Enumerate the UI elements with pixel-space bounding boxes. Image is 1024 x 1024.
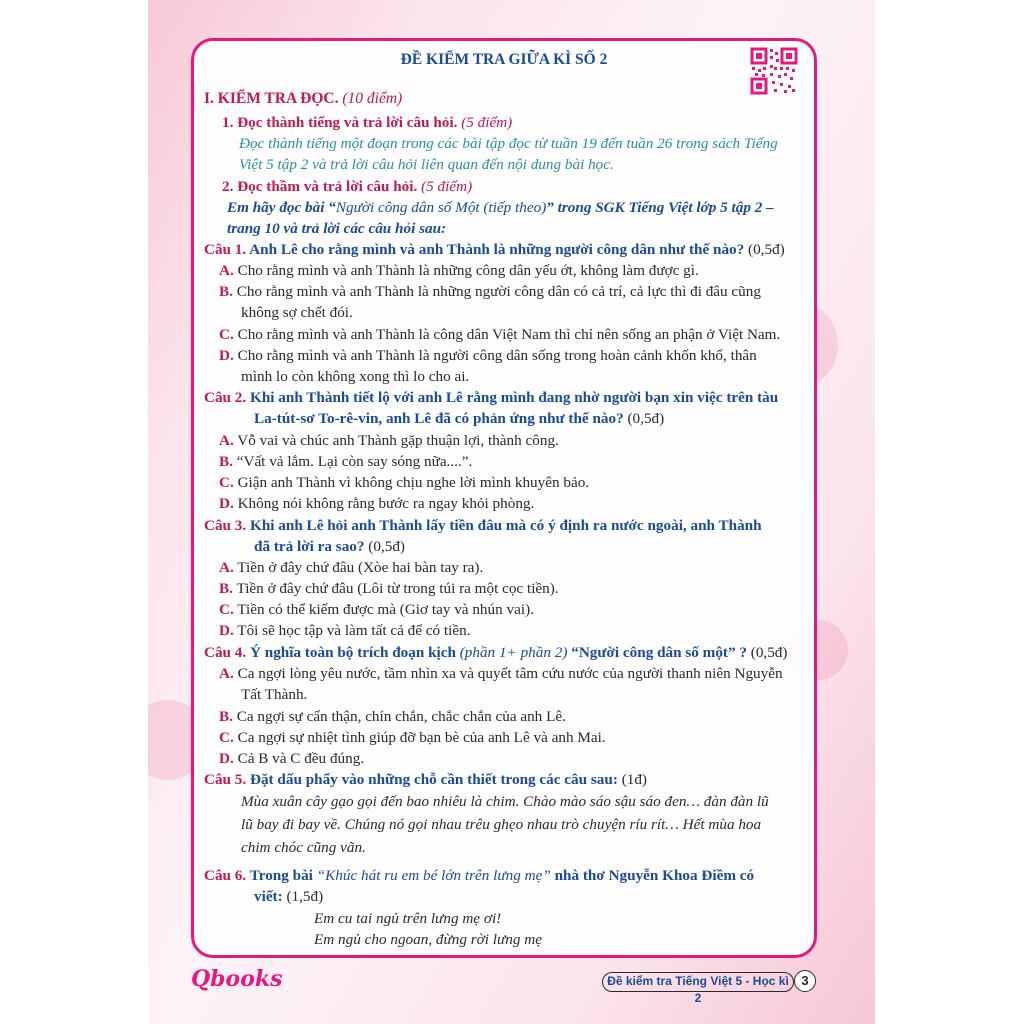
page-number: 3	[794, 970, 816, 992]
footer-book-title: Đề kiểm tra Tiếng Việt 5 - Học kì 2	[602, 972, 794, 992]
qr-code-icon	[750, 47, 798, 95]
option-4a-cont: Tất Thành.	[241, 686, 308, 703]
option-1b[interactable]: B. Cho rằng mình và anh Thành là những người công dân có cả trí, cả lực thì đi đâu cũng	[219, 283, 761, 300]
option-2c[interactable]: C. Giận anh Thành vì không chịu nghe lời mình khuyên bảo.	[219, 474, 590, 491]
question-6: Câu 6. Trong bài “Khúc hát ru em bé lớn trên lưng mẹ” nhà thơ Nguyễn Khoa Điềm có	[204, 867, 755, 884]
option-4a[interactable]: A. Ca ngợi lòng yêu nước, tầm nhìn xa và quyết tâm cứu nước của người thanh niên Nguyễn	[219, 665, 783, 682]
option-3c[interactable]: C. Tiền có thể kiếm được mà (Giơ tay và nhún vai).	[219, 601, 534, 618]
option-4b[interactable]: B. Ca ngợi sự cẩn thận, chín chắn, chắc chắn của anh Lê.	[219, 708, 566, 725]
question-3-cont: đã trả lời ra sao? (0,5đ)	[254, 538, 405, 555]
option-3b[interactable]: B. Tiền ở đây chứ đâu (Lôi từ trong túi ra một cọc tiền).	[219, 580, 559, 597]
option-2d[interactable]: D. Không nói không rằng bước ra ngay khỏi phòng.	[219, 495, 535, 512]
question-3: Câu 3. Khi anh Lê hỏi anh Thành lấy tiền đâu mà có ý định ra nước ngoài, anh Thành	[204, 517, 762, 534]
question-6-cont: viết: (1,5đ)	[254, 888, 324, 905]
part2-intro: Em hãy đọc bài “Người công dân số Một (tiếp theo)” trong SGK Tiếng Việt lớp 5 tập 2 –	[227, 199, 774, 216]
option-1d[interactable]: D. Cho rằng mình và anh Thành là người công dân sống trong hoàn cảnh khốn khổ, thân	[219, 347, 757, 364]
passage-line: lũ bay đi bay về. Chúng nó gọi nhau trêu ghẹo nhau trò chuyện ríu rít… Hết mùa hoa	[241, 816, 762, 833]
option-1b-cont: không sợ chết đói.	[241, 304, 353, 321]
option-3d[interactable]: D. Tôi sẽ học tập và làm tất cả để có tiền.	[219, 622, 471, 639]
option-1d-cont: mình lo còn không xong thì lo cho ai.	[241, 368, 470, 385]
part2-intro-line2: trang 10 và trả lời các câu hỏi sau:	[227, 220, 447, 237]
part1-heading: 1. Đọc thành tiếng và trả lời câu hỏi. (5 điểm)	[222, 114, 513, 131]
poem-line: Em cu tai ngủ trên lưng mẹ ơi!	[314, 910, 502, 927]
question-4: Câu 4. Ý nghĩa toàn bộ trích đoạn kịch (phần 1+ phần 2) “Người công dân số một” ? (0,5đ)	[204, 644, 788, 661]
option-1c[interactable]: C. Cho rằng mình và anh Thành là công dân Việt Nam thì chỉ nên sống an phận ở Việt Nam.	[219, 326, 781, 343]
option-1a[interactable]: A. Cho rằng mình và anh Thành là những công dân yếu ớt, không làm được gì.	[219, 262, 699, 279]
passage-line: chim chóc cũng vãn.	[241, 839, 366, 856]
question-2-cont: La-tút-sơ To-rê-vin, anh Lê đã có phản ứng như thế nào? (0,5đ)	[254, 410, 665, 427]
poem-line: Em ngủ cho ngoan, đừng rời lưng mẹ	[314, 931, 542, 948]
option-2b[interactable]: B. “Vất vả lắm. Lại còn say sóng nữa....”.	[219, 453, 473, 470]
option-4c[interactable]: C. Ca ngợi sự nhiệt tình giúp đỡ bạn bè của anh Lê và anh Mai.	[219, 729, 606, 746]
passage-line: Mùa xuân cây gạo gọi đến bao nhiêu là chim. Chào mào sáo sậu sáo đen… đàn đàn lũ	[241, 793, 769, 810]
question-1: Câu 1. Anh Lê cho rằng mình và anh Thành là những người công dân như thế nào? (0,5đ)	[204, 241, 785, 258]
option-3a[interactable]: A. Tiền ở đây chứ đâu (Xòe hai bàn tay ra).	[219, 559, 484, 576]
qbooks-logo: Qbooks	[191, 966, 283, 992]
part2-heading: 2. Đọc thầm và trả lời câu hỏi. (5 điểm)	[222, 178, 473, 195]
question-2: Câu 2. Khi anh Thành tiết lộ với anh Lê rằng mình đang nhờ người bạn xin việc trên tàu	[204, 389, 779, 406]
page-sheet	[148, 0, 875, 1024]
exam-frame	[191, 38, 817, 958]
exam-title: ĐỀ KIỂM TRA GIỮA KÌ SỐ 2	[400, 51, 608, 68]
question-5: Câu 5. Đặt dấu phẩy vào những chỗ cần thiết trong các câu sau: (1đ)	[204, 771, 647, 788]
option-4d[interactable]: D. Cả B và C đều đúng.	[219, 750, 365, 767]
part1-line: Việt 5 tập 2 và trả lời câu hỏi liên quan đến nội dung bài học.	[239, 156, 614, 173]
section-heading: I. KIỂM TRA ĐỌC. (10 điểm)	[204, 90, 403, 107]
option-2a[interactable]: A. Vỗ vai và chúc anh Thành gặp thuận lợi, thành công.	[219, 432, 559, 449]
part1-line: Đọc thành tiếng một đoạn trong các bài tập đọc từ tuần 19 đến tuần 26 trong sách Tiếng	[239, 135, 778, 152]
